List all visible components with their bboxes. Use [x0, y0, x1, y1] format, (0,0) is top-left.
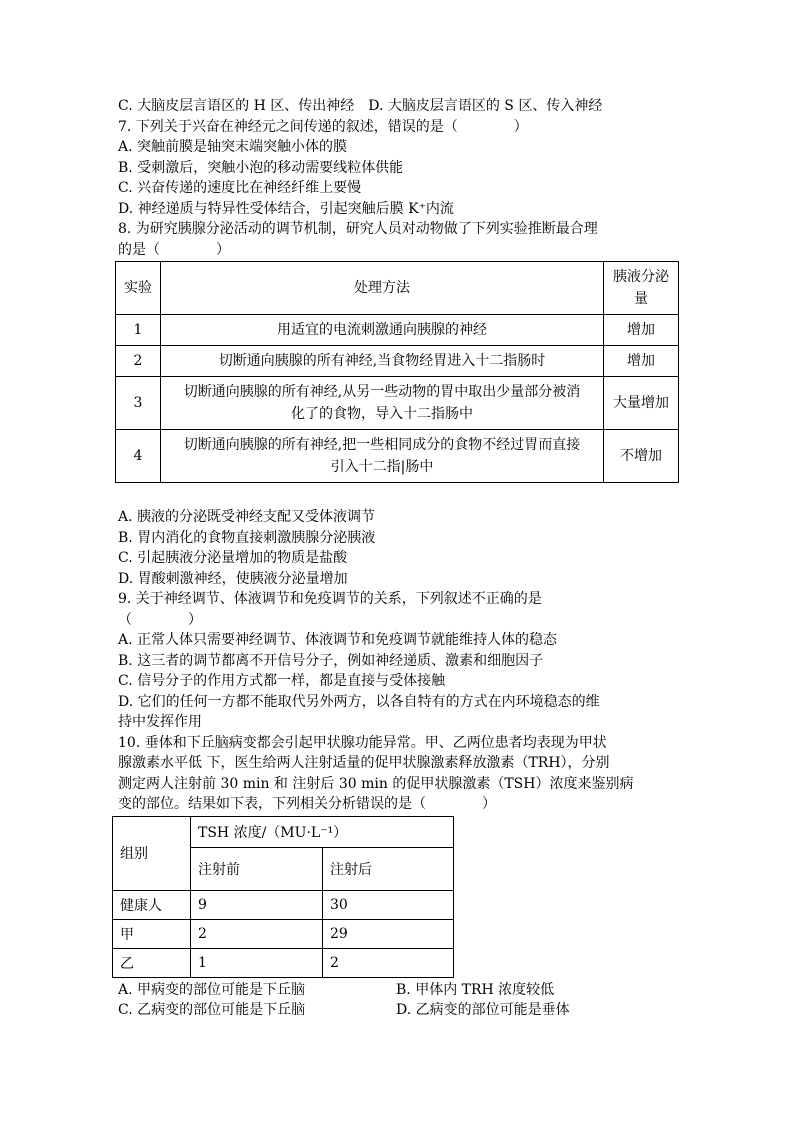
cell-before: 1 — [191, 948, 323, 977]
q8-option-d: D. 胃酸刺激神经，使胰液分泌量增加 — [118, 570, 348, 587]
cell-secretion: 不增加 — [604, 430, 679, 483]
q10-option-b: B. 甲体内 TRH 浓度较低 — [396, 981, 555, 998]
header-secretion: 胰液分泌量 — [604, 262, 679, 315]
cell-group: 健康人 — [113, 890, 191, 919]
q8-stem-line1: 8. 为研究胰腺分泌活动的调节机制，研究人员对动物做了下列实验推断最合理 — [118, 221, 598, 237]
q8-stem-line2: 的是（ ） — [118, 241, 230, 258]
q10-option-a: A. 甲病变的部位可能是下丘脑 — [118, 981, 306, 998]
cell-method: 切断通向胰腺的所有神经,从另一些动物的胃中取出少量部分被消化了的食物，导入十二指肠中 — [161, 377, 604, 430]
q7-stem: 7. 下列关于兴奋在神经元之间传递的叙述，错误的是（ ） — [118, 118, 528, 135]
q7-option-c: C. 兴奋传递的速度比在神经纤维上要慢 — [118, 180, 362, 196]
cell-after: 2 — [323, 948, 454, 977]
table-row — [113, 890, 454, 919]
header-method: 处理方法 — [161, 262, 604, 315]
q6-option-cd: C. 大脑皮层言语区的 H 区、传出神经 D. 大脑皮层言语区的 S 区、传入神经 — [118, 98, 603, 114]
cell-after: 29 — [323, 919, 454, 948]
q9-option-d: D. 它们的任何一方都不能取代另外两方，以各自特有的方式在内环境稳态的维 — [118, 693, 600, 710]
q7-option-b: B. 受刺激后，突触小泡的移动需要线粒体供能 — [118, 159, 404, 176]
q7-option-d: D. 神经递质与特异性受体结合，引起突触后膜 K⁺内流 — [118, 200, 454, 217]
table-header-row — [113, 816, 454, 847]
cell-experiment-no: 3 — [116, 377, 161, 430]
cell-experiment-no: 1 — [116, 315, 161, 346]
cell-method: 切断通向胰腺的所有神经,当食物经胃进入十二指肠时 — [161, 346, 604, 377]
q10-tsh-table — [112, 816, 454, 978]
q7-option-a: A. 突触前膜是轴突末端突触小体的膜 — [118, 139, 348, 155]
cell-method: 用适宜的电流刺激通向胰腺的神经 — [161, 315, 604, 346]
table-row — [113, 919, 454, 948]
cell-experiment-no: 4 — [116, 430, 161, 483]
header-before-injection: 注射前 — [191, 847, 323, 890]
cell-after: 30 — [323, 890, 454, 919]
cell-method: 切断通向胰腺的所有神经,把一些相同成分的食物不经过胃而直接引入十二指|肠中 — [161, 430, 604, 483]
q10-stem-line1: 10. 垂体和下丘脑病变都会引起甲状腺功能异常。甲、乙两位患者均表现为甲状 — [118, 734, 607, 751]
cell-before: 9 — [191, 890, 323, 919]
q8-option-c: C. 引起胰液分泌量增加的物质是盐酸 — [118, 550, 348, 566]
q10-stem-line4: 变的部位。结果如下表，下列相关分析错误的是（ ） — [118, 796, 496, 812]
q10-stem-line3: 测定两人注射前 30 min 和 注射后 30 min 的促甲状腺激素（TSH）浓度来鉴别病 — [118, 775, 634, 792]
table-row — [116, 377, 679, 430]
cell-experiment-no: 2 — [116, 346, 161, 377]
header-after-injection: 注射后 — [323, 847, 454, 890]
q8-option-b: B. 胃内消化的食物直接刺激胰腺分泌胰液 — [118, 529, 376, 546]
table-row — [113, 948, 454, 977]
exam-page — [118, 96, 678, 1021]
cell-before: 2 — [191, 919, 323, 948]
cell-secretion: 增加 — [604, 315, 679, 346]
table-row — [116, 346, 679, 377]
table-row — [116, 430, 679, 483]
q9-option-c: C. 信号分子的作用方式都一样，都是直接与受体接触 — [118, 673, 446, 689]
q10-stem-line2: 腺激素水平低 下，医生给两人注射适量的促甲状腺激素释放激素（TRH），分别 — [118, 755, 610, 771]
q10-options-cd — [118, 1000, 678, 1021]
cell-secretion: 大量增加 — [604, 377, 679, 430]
cell-group: 甲 — [113, 919, 191, 948]
header-tsh: TSH 浓度/（MU·L⁻¹） — [191, 816, 454, 847]
table-row — [116, 315, 679, 346]
q10-options-ab — [118, 980, 678, 1001]
cell-secretion: 增加 — [604, 346, 679, 377]
q9-stem-line2: （ ） — [118, 611, 202, 628]
q9-option-b: B. 这三者的调节都离不开信号分子，例如神经递质、激素和细胞因子 — [118, 652, 544, 669]
q10-option-d: D. 乙病变的部位可能是垂体 — [396, 1002, 570, 1018]
table-header-row — [116, 262, 679, 315]
q9-option-d-cont: 持中发挥作用 — [118, 714, 202, 730]
cell-group: 乙 — [113, 948, 191, 977]
q9-option-a: A. 正常人体只需要神经调节、体液调节和免疫调节就能维持人体的稳态 — [118, 632, 558, 648]
q8-option-a: A. 胰液的分泌既受神经支配又受体液调节 — [118, 509, 376, 525]
q9-stem-line1: 9. 关于神经调节、体液调节和免疫调节的关系，下列叙述不正确的是 — [118, 591, 542, 607]
header-group: 组别 — [113, 816, 191, 890]
q10-option-c: C. 乙病变的部位可能是下丘脑 — [118, 1002, 306, 1018]
header-experiment: 实验 — [116, 262, 161, 315]
q8-experiment-table — [115, 261, 679, 483]
